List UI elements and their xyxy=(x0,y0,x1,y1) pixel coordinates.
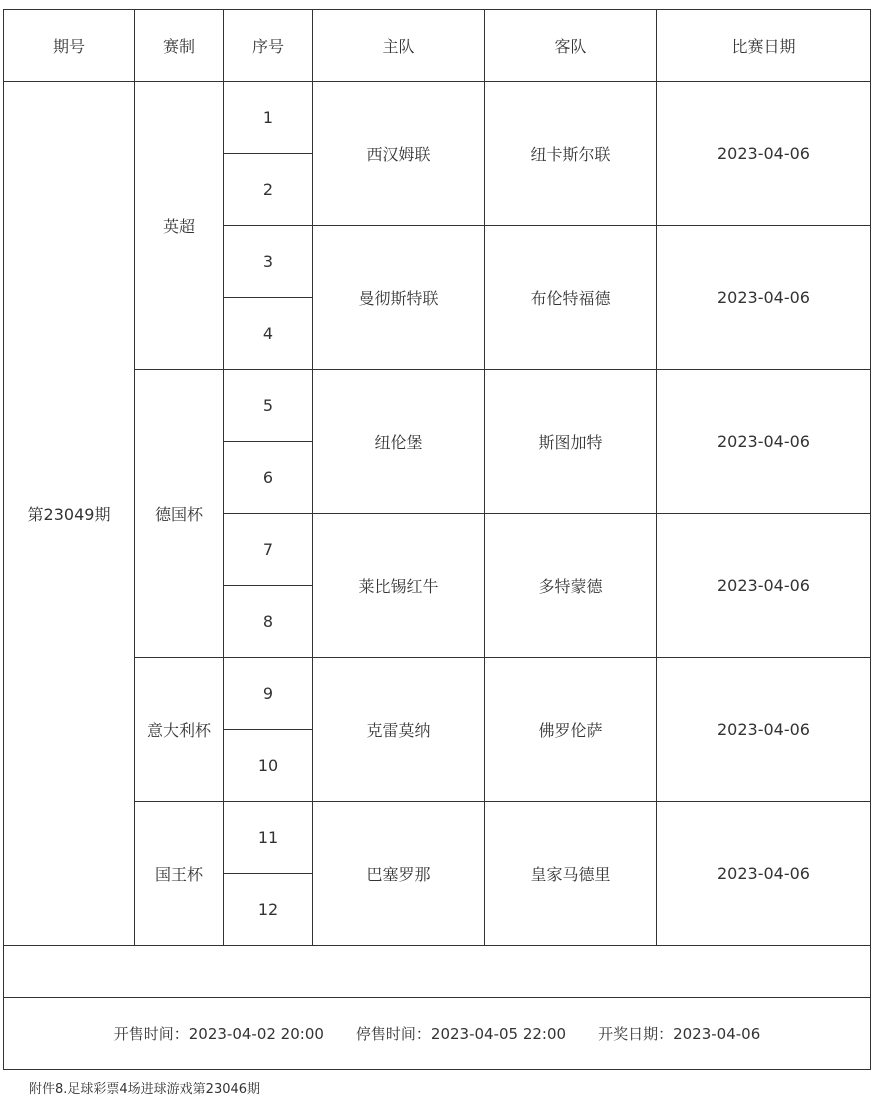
match-date-cell: 2023-04-06 xyxy=(657,802,871,946)
seq-cell: 9 xyxy=(224,658,313,730)
match-date-cell: 2023-04-06 xyxy=(657,82,871,226)
home-team-cell: 纽伦堡 xyxy=(313,370,485,514)
draw-date: 开奖日期：2023-04-06 xyxy=(598,1025,761,1043)
seq-cell: 3 xyxy=(224,226,313,298)
away-team-cell: 斯图加特 xyxy=(485,370,657,514)
competition-cell: 英超 xyxy=(135,82,224,370)
seq-cell: 11 xyxy=(224,802,313,874)
table-row xyxy=(4,802,871,874)
match-date-cell: 2023-04-06 xyxy=(657,370,871,514)
header-home: 主队 xyxy=(313,10,485,82)
seq-cell: 6 xyxy=(224,442,313,514)
blank-row xyxy=(4,946,871,998)
seq-cell: 12 xyxy=(224,874,313,946)
header-period: 期号 xyxy=(4,10,135,82)
seq-cell: 7 xyxy=(224,514,313,586)
competition-cell: 国王杯 xyxy=(135,802,224,946)
away-team-cell: 布伦特福德 xyxy=(485,226,657,370)
home-team-cell: 西汉姆联 xyxy=(313,82,485,226)
header-away: 客队 xyxy=(485,10,657,82)
competition-cell: 意大利杯 xyxy=(135,658,224,802)
home-team-cell: 克雷莫纳 xyxy=(313,658,485,802)
away-team-cell: 皇家马德里 xyxy=(485,802,657,946)
home-team-cell: 莱比锡红牛 xyxy=(313,514,485,658)
home-team-cell: 曼彻斯特联 xyxy=(313,226,485,370)
table-header-row xyxy=(4,10,871,82)
seq-cell: 5 xyxy=(224,370,313,442)
seq-cell: 8 xyxy=(224,586,313,658)
seq-cell: 2 xyxy=(224,154,313,226)
home-team-cell: 巴塞罗那 xyxy=(313,802,485,946)
match-date-cell: 2023-04-06 xyxy=(657,226,871,370)
seq-cell: 10 xyxy=(224,730,313,802)
seq-cell: 1 xyxy=(224,82,313,154)
table-row xyxy=(4,82,871,154)
match-date-cell: 2023-04-06 xyxy=(657,514,871,658)
period-cell: 第23049期 xyxy=(4,82,135,946)
competition-cell: 德国杯 xyxy=(135,370,224,658)
away-team-cell: 纽卡斯尔联 xyxy=(485,82,657,226)
blank-cell xyxy=(4,946,871,998)
header-seq: 序号 xyxy=(224,10,313,82)
header-date: 比赛日期 xyxy=(657,10,871,82)
seq-cell: 4 xyxy=(224,298,313,370)
match-schedule-table xyxy=(3,9,871,1070)
match-date-cell: 2023-04-06 xyxy=(657,658,871,802)
sale-info-cell xyxy=(4,998,871,1070)
sale-start-time: 开售时间：2023-04-02 20:00 xyxy=(113,1025,324,1043)
footnote-link[interactable]: 附件8.足球彩票4场进球游戏第23046期 xyxy=(29,1082,261,1097)
sale-stop-time: 停售时间：2023-04-05 22:00 xyxy=(355,1025,567,1043)
table-row xyxy=(4,658,871,730)
away-team-cell: 佛罗伦萨 xyxy=(485,658,657,802)
away-team-cell: 多特蒙德 xyxy=(485,514,657,658)
table-row xyxy=(4,370,871,442)
sale-info-row xyxy=(4,998,871,1070)
header-type: 赛制 xyxy=(135,10,224,82)
